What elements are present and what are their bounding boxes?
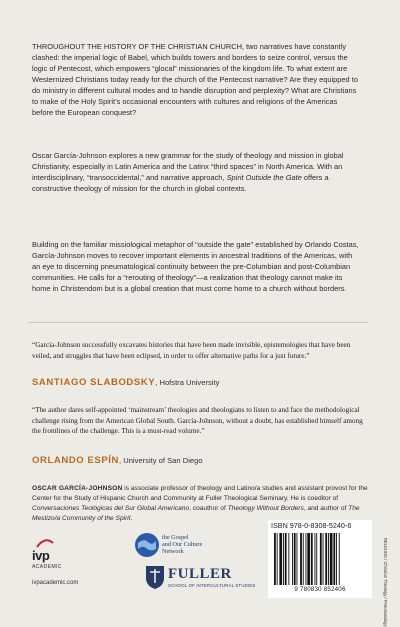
gocn-globe-icon bbox=[134, 532, 160, 558]
blurb-paragraph-2 bbox=[32, 150, 360, 194]
bio-text-2: , coauthor of bbox=[189, 505, 228, 512]
barcode-icon bbox=[270, 533, 370, 585]
publisher-url: ivpacademic.com bbox=[32, 580, 79, 586]
fuller-shield-icon bbox=[144, 564, 166, 590]
gocn-line-2: and Our Culture bbox=[162, 541, 203, 548]
blurb-paragraph-2-end: offers a constructive theology of mission for the church in global contexts. bbox=[32, 173, 329, 193]
bisac-category: RELIGION / Christian Theology / Pneumatology bbox=[383, 538, 388, 627]
endorser-affiliation-2: , University of San Diego bbox=[118, 456, 203, 465]
author-bio bbox=[32, 484, 368, 524]
isbn-number: ISBN 978-0-8308-5240-6 bbox=[271, 521, 352, 530]
bio-text-3: , and author of bbox=[303, 505, 349, 512]
bio-book-2: Theology Without Borders bbox=[227, 505, 304, 512]
blurb-paragraph-1: THROUGHOUT THE HISTORY OF THE CHRISTIAN CHURCH, two narratives have constantly clashed: the imperial logic of Babel, which builds towers and borders to seize control, versus the logic of Pentecost, which empowers “glocal” missionaries of the kingdom life. To what extent are Westernized Christians today ready for the church of the Pentecost narrative? Are they equipped to do ministry in different cultural modes and to handle disruption and perplexity? What are Christians to make of the Holy Spirit’s occasional encounters with cultures and religions of the Americas before the European conquest? bbox=[32, 42, 358, 117]
bio-book-1: Conversaciones Teológicas del Sur Global Americano bbox=[32, 505, 190, 512]
ivp-swoosh-icon bbox=[36, 538, 54, 548]
section-divider bbox=[28, 322, 368, 323]
author-name: OSCAR GARCÍA-JOHNSON bbox=[32, 485, 123, 492]
ivp-academic-label: ACADEMIC bbox=[32, 564, 62, 570]
endorsement-attribution-1 bbox=[32, 377, 219, 388]
ivp-logo: ivp bbox=[32, 548, 50, 563]
endorser-name-2: ORLANDO ESPÍN bbox=[32, 455, 119, 466]
bio-text-1: is associate professor of theology and Latino/a studies and assistant provost for the Center for the Study of Hispanic Church and Community at Fuller Theological Seminary. He is coeditor of bbox=[32, 485, 368, 502]
book-title-inline: Spirit Outside the Gate bbox=[226, 173, 302, 182]
gocn-line-1: the Gospel bbox=[162, 534, 189, 541]
endorser-name-1: SANTIAGO SLABODSKY bbox=[32, 377, 156, 388]
bio-book-3: The Mestizo/a Community of the Spirit bbox=[32, 505, 360, 522]
barcode-digits: 9 780830 852406 bbox=[294, 586, 346, 593]
endorsement-quote-1: “García-Johnson successfully excavates histories that have been made invisible, epistemologies that have been veiled, and struggles that have been eclipsed, in order to offer alternative paths for a just future.” bbox=[32, 341, 351, 360]
gocn-line-3: Network bbox=[162, 548, 184, 555]
endorser-affiliation-1: , Hofstra University bbox=[155, 378, 220, 387]
blurb-paragraph-2-text: Oscar García-Johnson explores a new grammar for the study of theology and mission in global Christianity, especially in Latin America and the Latinx “third spaces” in North America. With an interdisciplinary, “transoccidental,” and narrative approach, bbox=[32, 151, 344, 182]
fuller-subtitle: SCHOOL OF INTERCULTURAL STUDIES bbox=[168, 583, 256, 588]
bio-text-4: . bbox=[130, 515, 133, 522]
endorsement-quote-2: “The author dares self-appointed ‘mainstream’ theologies and theologians to listen to and face the methodological challenge rising from the American Global South. García-Johnson, without a doubt, has established himself among the frontlines of the challenge. This is a must-read volume.” bbox=[32, 406, 363, 435]
fuller-logo: FULLER bbox=[168, 566, 232, 582]
endorsement-attribution-2 bbox=[32, 455, 203, 466]
gocn-logo-text bbox=[162, 534, 202, 555]
blurb-paragraph-3: Building on the familiar missiological metaphor of “outside the gate” established by Orlando Costas, García-Johnson moves to recover important elements in ancestral traditions of the Americas, with an eye to discerning pneumatological continuity between the pre-Columbian and post-Columbian communities. He calls for a “rerouting of theology”—a realization that theology cannot make its home in Christendom but is a global creation that must come home to a church without borders. bbox=[32, 240, 359, 293]
